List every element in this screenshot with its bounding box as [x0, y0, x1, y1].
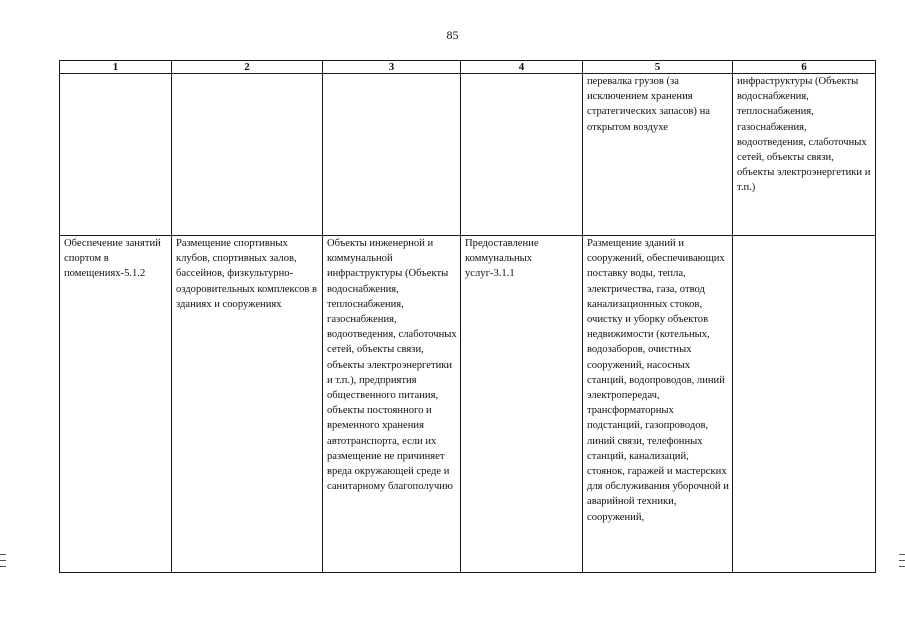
margin-tick: [899, 560, 905, 561]
column-header-3: 3: [323, 61, 461, 74]
table-row: [60, 236, 876, 573]
page-number: 85: [446, 28, 459, 42]
margin-tick: [899, 566, 905, 567]
binding-marks-right: [899, 554, 905, 572]
table-cell: [172, 74, 323, 236]
binding-marks-left: [0, 554, 6, 572]
table-cell: [733, 236, 876, 573]
table-cell: [60, 74, 172, 236]
table-cell: инфраструктуры (Объекты водоснабжения, теплоснабжения, газоснабжения, водоотведения, слаботочных сетей, объекты связи, объекты электроэнергетики и т.п.): [733, 74, 876, 236]
table-cell: Объекты инженерной и коммунальной инфраструктуры (Объекты водоснабжения, теплоснабжения, газоснабжения, водоотведения, слаботочных сетей, объекты связи, объекты электроэнергетики и т.п.), предприятия общественного питания, объекты постоянного и временного хранения автотранспорта, если их размещение не причиняет вреда окружающей среде и санитарному благополучию: [323, 236, 461, 573]
column-header-4: 4: [461, 61, 583, 74]
margin-tick: [899, 554, 905, 555]
margin-tick: [0, 554, 6, 555]
column-header-6: 6: [733, 61, 876, 74]
table-cell: Предоставление коммунальных услуг-3.1.1: [461, 236, 583, 573]
table-cell: Обеспечение занятий спортом в помещениях-5.1.2: [60, 236, 172, 573]
margin-tick: [0, 566, 6, 567]
table-row: [60, 74, 876, 236]
table-cell: [323, 74, 461, 236]
table-cell: [461, 74, 583, 236]
table-cell: Размещение зданий и сооружений, обеспечивающих поставку воды, тепла, электричества, газа, отвод канализационных стоков, очистку и уборку объектов недвижимости (котельных, водозаборов, очистных сооружений, насосных станций, водопроводов, линий электропередач, трансформаторных подстанций, газопроводов, линий связи, телефонных станций, канализаций, стоянок, гаражей и мастерских для обслуживания уборочной и аварийной техники, сооружений,: [583, 236, 733, 573]
regulation-table: [59, 60, 876, 573]
header-row: [60, 61, 876, 74]
column-header-2: 2: [172, 61, 323, 74]
margin-tick: [0, 560, 6, 561]
table-cell: перевалка грузов (за исключением хранения стратегических запасов) на открытом воздухе: [583, 74, 733, 236]
table-cell: Размещение спортивных клубов, спортивных залов, бассейнов, физкультурно-оздоровительных комплексов в зданиях и сооружениях: [172, 236, 323, 573]
column-header-1: 1: [60, 61, 172, 74]
column-header-5: 5: [583, 61, 733, 74]
